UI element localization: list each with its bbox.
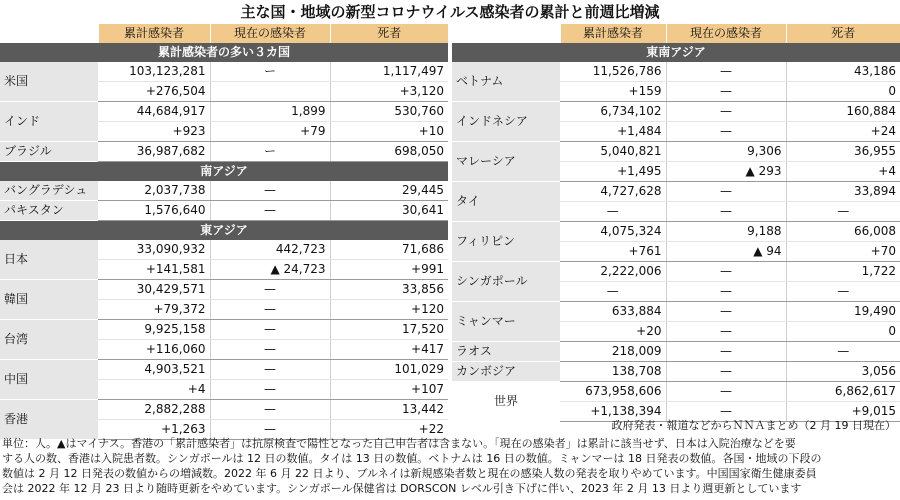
current-cell: — — [666, 262, 786, 282]
deaths-change-cell: +24 — [786, 122, 900, 142]
deaths-change-cell: 0 — [786, 322, 900, 342]
current-change-cell: — — [666, 402, 786, 422]
cumulative-cell: 4,727,628 — [560, 182, 666, 202]
footnote-line: 数値は 2 月 12 日発表の数値からの増減数。2022 年 6 月 22 日より、ブルネイは新規感染者数と現在の感染人数の発表を取りやめています。中国国家衛生健康委員 — [2, 467, 817, 480]
cumulative-change-cell: +923 — [98, 122, 210, 142]
source-credit: 政府発表・報道などからＮＮＡまとめ（2 月 19 日現在） — [611, 419, 896, 432]
deaths-change-cell: 0 — [786, 82, 900, 102]
country-name: ベトナム — [452, 62, 560, 102]
current-change-cell: — — [666, 202, 786, 222]
deaths-cell: 17,520 — [330, 320, 448, 340]
current-cell: — — [210, 201, 330, 221]
current-cell: ー — [210, 62, 330, 82]
cumulative-cell: 4,075,324 — [560, 222, 666, 242]
deaths-cell: 71,686 — [330, 240, 448, 260]
current-cell: — — [210, 280, 330, 300]
header-current: 現在の感染者 — [666, 24, 786, 43]
deaths-cell: — — [786, 342, 900, 362]
current-cell: — — [666, 382, 786, 402]
footnote-line: 会は 2022 年 12 月 23 日より随時更新をやめています。シンガポール保健省は DORSCON レベル引き下げに伴い、2023 年 2 月 13 日より週更新としています — [2, 482, 802, 495]
cumulative-change-cell: — — [560, 202, 666, 222]
deaths-cell: 101,029 — [330, 360, 448, 380]
table-row — [452, 222, 900, 242]
deaths-change-cell: +9,015 — [786, 402, 900, 422]
current-change-cell: ▲ 94 — [666, 242, 786, 262]
current-cell: — — [666, 182, 786, 202]
current-cell: — — [210, 320, 330, 340]
deaths-change-cell: +4 — [786, 162, 900, 182]
table-row — [452, 62, 900, 82]
section-label: 南アジア — [0, 162, 448, 182]
table-row — [0, 360, 448, 380]
deaths-cell: 698,050 — [330, 142, 448, 162]
current-cell: 9,306 — [666, 142, 786, 162]
country-name: タイ — [452, 182, 560, 222]
deaths-cell: 13,442 — [330, 400, 448, 420]
cumulative-cell: 11,526,786 — [560, 62, 666, 82]
header-deaths: 死者 — [330, 24, 448, 43]
cumulative-change-cell: +4 — [98, 380, 210, 400]
left-table — [0, 24, 448, 440]
cumulative-cell: 218,009 — [560, 342, 666, 362]
table-row — [0, 181, 448, 201]
current-cell: — — [210, 181, 330, 201]
page-title: 主な国・地域の新型コロナウイルス感染者の累計と前週比増減 — [240, 3, 660, 21]
deaths-cell: 1,117,497 — [330, 62, 448, 82]
left-header-row — [0, 24, 448, 43]
table-row — [452, 102, 900, 122]
header-deaths: 死者 — [786, 24, 900, 43]
table-row — [452, 342, 900, 362]
table-row — [0, 400, 448, 420]
cumulative-cell: 44,684,917 — [98, 102, 210, 122]
deaths-change-cell: — — [786, 202, 900, 222]
country-name: ラオス — [452, 342, 560, 362]
country-name: 台湾 — [0, 320, 98, 360]
section-header — [0, 43, 448, 62]
current-cell: 9,188 — [666, 222, 786, 242]
country-name: パキスタン — [0, 201, 98, 221]
current-change-cell: — — [210, 340, 330, 360]
table-row — [0, 62, 448, 82]
cumulative-cell: 633,884 — [560, 302, 666, 322]
cumulative-cell: 2,037,738 — [98, 181, 210, 201]
current-cell: ー — [210, 142, 330, 162]
deaths-change-cell: +3,120 — [330, 82, 448, 102]
deaths-cell: 29,445 — [330, 181, 448, 201]
table-row — [0, 240, 448, 260]
table-row — [452, 302, 900, 322]
current-change-cell: ▲ 24,723 — [210, 260, 330, 280]
header-cumulative: 累計感染者 — [560, 24, 666, 43]
section-label: 東アジア — [0, 221, 448, 241]
country-name: カンボジア — [452, 362, 560, 382]
current-change-cell: — — [210, 380, 330, 400]
cumulative-cell: 103,123,281 — [98, 62, 210, 82]
cumulative-change-cell: +20 — [560, 322, 666, 342]
cumulative-cell: 2,882,288 — [98, 400, 210, 420]
deaths-change-cell: +10 — [330, 122, 448, 142]
deaths-cell: 3,056 — [786, 362, 900, 382]
table-row — [452, 382, 900, 402]
cumulative-cell: 30,429,571 — [98, 280, 210, 300]
current-cell: — — [666, 362, 786, 382]
cumulative-change-cell: +79,372 — [98, 300, 210, 320]
country-name: ミャンマー — [452, 302, 560, 342]
country-name: 香港 — [0, 400, 98, 440]
cumulative-change-cell: +159 — [560, 82, 666, 102]
current-change-cell: — — [666, 322, 786, 342]
table-row — [0, 102, 448, 122]
right-table — [452, 24, 900, 422]
cumulative-change-cell: +761 — [560, 242, 666, 262]
country-name: マレーシア — [452, 142, 560, 182]
right-header-row — [452, 24, 900, 43]
header-current: 現在の感染者 — [210, 24, 330, 43]
country-name: 韓国 — [0, 280, 98, 320]
cumulative-cell: 2,222,006 — [560, 262, 666, 282]
current-cell: — — [666, 302, 786, 322]
country-name: ブラジル — [0, 142, 98, 162]
current-change-cell — [210, 82, 330, 102]
current-cell: 442,723 — [210, 240, 330, 260]
cumulative-change-cell: +141,581 — [98, 260, 210, 280]
section-label: 累計感染者の多い３カ国 — [0, 43, 448, 62]
country-name: インド — [0, 102, 98, 142]
deaths-cell: 43,186 — [786, 62, 900, 82]
current-change-cell: — — [666, 122, 786, 142]
footnote-line: する人の数、香港は入院患者数。シンガポールは 12 日の数値。タイは 13 日の数値。ベトナムは 16 日の数値。ミャンマーは 18 日発表の数値。各国・地域の下段の — [2, 452, 822, 465]
section-header — [0, 162, 448, 182]
deaths-cell: 36,955 — [786, 142, 900, 162]
current-change-cell: ▲ 293 — [666, 162, 786, 182]
current-change-cell: — — [666, 82, 786, 102]
section-header — [0, 221, 448, 241]
current-cell: 1,899 — [210, 102, 330, 122]
deaths-cell: 66,008 — [786, 222, 900, 242]
country-name: 世界 — [452, 382, 560, 422]
deaths-change-cell: +991 — [330, 260, 448, 280]
cumulative-change-cell: +1,263 — [98, 420, 210, 440]
cumulative-cell: 9,925,158 — [98, 320, 210, 340]
deaths-cell: 33,856 — [330, 280, 448, 300]
deaths-cell: 530,760 — [330, 102, 448, 122]
deaths-change-cell: — — [786, 282, 900, 302]
deaths-change-cell: +70 — [786, 242, 900, 262]
table-row — [0, 142, 448, 162]
current-change-cell: — — [210, 300, 330, 320]
cumulative-cell: 33,090,932 — [98, 240, 210, 260]
cumulative-cell: 36,987,682 — [98, 142, 210, 162]
table-row — [452, 142, 900, 162]
deaths-cell: 1,722 — [786, 262, 900, 282]
section-label: 東南アジア — [452, 43, 900, 62]
current-change-cell: — — [210, 420, 330, 440]
current-change-cell: +79 — [210, 122, 330, 142]
table-row — [0, 320, 448, 340]
table-row — [452, 182, 900, 202]
table-row — [0, 201, 448, 221]
current-cell: — — [666, 62, 786, 82]
current-cell: — — [666, 102, 786, 122]
cumulative-cell: 138,708 — [560, 362, 666, 382]
table-row — [0, 280, 448, 300]
country-name: 米国 — [0, 62, 98, 102]
current-change-cell: — — [666, 282, 786, 302]
country-name: バングラデシュ — [0, 181, 98, 201]
current-cell: — — [210, 400, 330, 420]
footnote — [2, 436, 898, 496]
deaths-cell: 30,641 — [330, 201, 448, 221]
table-row — [452, 362, 900, 382]
cumulative-cell: 5,040,821 — [560, 142, 666, 162]
country-name: フィリピン — [452, 222, 560, 262]
cumulative-change-cell: +1,138,394 — [560, 402, 666, 422]
deaths-change-cell: +120 — [330, 300, 448, 320]
deaths-change-cell: +22 — [330, 420, 448, 440]
deaths-cell: 33,894 — [786, 182, 900, 202]
cumulative-cell: 673,958,606 — [560, 382, 666, 402]
deaths-change-cell: +107 — [330, 380, 448, 400]
cumulative-change-cell: +276,504 — [98, 82, 210, 102]
cumulative-change-cell: +1,495 — [560, 162, 666, 182]
current-cell: — — [210, 360, 330, 380]
cumulative-cell: 1,576,640 — [98, 201, 210, 221]
deaths-cell: 19,490 — [786, 302, 900, 322]
country-name: インドネシア — [452, 102, 560, 142]
footnote-line: 単位：人。▲はマイナス。香港の「累計感染者」は抗原検査で陽性となった自己申告者は含まない。「現在の感染者」は累計に該当せず、日本は入院治療などを要 — [2, 437, 796, 450]
cumulative-change-cell: — — [560, 282, 666, 302]
current-cell: — — [666, 342, 786, 362]
cumulative-cell: 6,734,102 — [560, 102, 666, 122]
deaths-cell: 160,884 — [786, 102, 900, 122]
country-name: シンガポール — [452, 262, 560, 302]
country-name: 中国 — [0, 360, 98, 400]
header-cumulative: 累計感染者 — [98, 24, 210, 43]
cumulative-cell: 4,903,521 — [98, 360, 210, 380]
cumulative-change-cell: +1,484 — [560, 122, 666, 142]
country-name: 日本 — [0, 240, 98, 280]
deaths-change-cell: +417 — [330, 340, 448, 360]
cumulative-change-cell: +116,060 — [98, 340, 210, 360]
section-header — [452, 43, 900, 62]
deaths-cell: 6,862,617 — [786, 382, 900, 402]
table-row — [452, 262, 900, 282]
